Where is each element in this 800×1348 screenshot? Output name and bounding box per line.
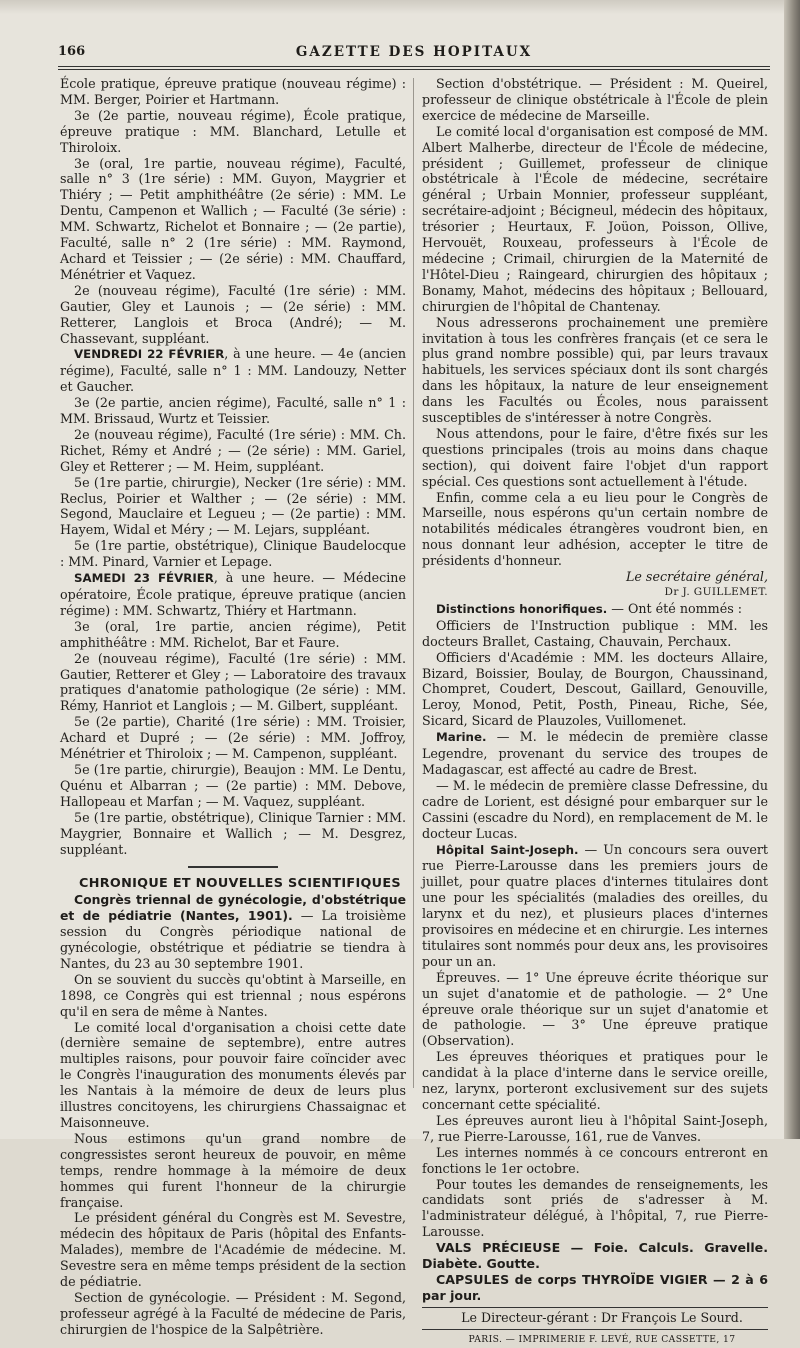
paragraph-text: On se souvient du succès qu'obtint à Marseille, en 1898, ce Congrès qui est triennal ; nous espérons qu'il en sera de même à Nantes. xyxy=(60,971,406,1019)
article-paragraph xyxy=(60,538,406,570)
advertisement: CAPSULES de corps THYROÏDE VIGIER — 2 à 6 par jour. xyxy=(422,1271,768,1303)
article-paragraph xyxy=(60,1210,406,1290)
article-paragraph xyxy=(60,156,406,283)
article-paragraph xyxy=(422,1145,768,1177)
article-paragraph xyxy=(60,810,406,858)
paragraph-heading: VENDREDI 22 FÉVRIER xyxy=(74,347,225,362)
article-paragraph xyxy=(60,475,406,539)
paragraph-text: Section de gynécologie. — Président : M. Segond, professeur agrégé à la Faculté de médecine de Paris, chirurgien de l'hospice de la Salpêtrière. xyxy=(60,1289,406,1337)
article-paragraph xyxy=(422,618,768,650)
article-paragraph xyxy=(422,650,768,730)
article-paragraph xyxy=(60,1131,406,1211)
paragraph-text: 5e (1re partie, chirurgie), Beaujon : MM. Le Dentu, Quénu et Albarran ; — (2e partie) : MM. Debove, Hallopeau et Marfan ; — M. Vaquez, suppléant. xyxy=(60,761,406,809)
binding-spine xyxy=(784,0,800,1139)
advertisement: VALS PRÉCIEUSE — Foie. Calculs. Gravelle. Diabète. Goutte. xyxy=(422,1240,768,1272)
paragraph-text: Officiers de l'Instruction publique : MM. les docteurs Brallet, Castaing, Chauvain, Perchaux. xyxy=(422,617,768,649)
article-paragraph xyxy=(60,283,406,347)
director-credit: Le Directeur-gérant : Dr François Le Sourd. xyxy=(461,1309,743,1325)
paragraph-heading: SAMEDI 23 FÉVRIER xyxy=(74,571,214,586)
paragraph-text: Le comité local d'organisation est composé de MM. Albert Malherbe, directeur de l'École de médecine, président ; Guillemet, professeur de clinique obstétricale à l'École de médecine, secrétaire général ; Urbain Monnier, professeur suppléant, secrétaire-adjoint ; Bécigneul, médecin des hôpitaux, trésorier ; Heurtaux, F. Joüon, Poisson, Ollive, Hervouët, Rouxeau, professeurs à l'École de médecine ; Crimail, chirurgien de la Maternité de l'Hôtel-Dieu ; Raingeard, chirurgien des hôpitaux ; Bonamy, Mahot, médecins des hôpitaux ; Bellouard, chirurgien de l'hôpital de Chantenay. xyxy=(422,123,768,314)
article-paragraph xyxy=(60,651,406,715)
paragraph-text: 3e (oral, 1re partie, nouveau régime), Faculté, salle n° 3 (1re série) : MM. Guyon, Maygrier et Thiéry ; — Petit amphithéâtre (2e série) : MM. Le Dentu, Campenon et Wallich ; — Faculté (3e série) : MM. Schwartz, Richelot et Bonnaire ; — (2e partie), Faculté, salle n° 2 (1re série) : MM. Raymond, Achard et Teissier ; — (2e série) : MM. Chauffard, Ménétrier et Vaquez. xyxy=(60,155,406,282)
article-paragraph xyxy=(422,315,768,426)
paragraph-heading: Congrès triennal de gynécologie, d'obstétrique et de pédiatrie (Nantes, 1901). xyxy=(60,892,406,924)
printer-imprint: PARIS. — IMPRIMERIE F. LEVÉ, RUE CASSETTE, 17 xyxy=(468,1333,736,1345)
article-paragraph xyxy=(60,108,406,156)
paragraph-heading: Distinctions honorifiques. xyxy=(436,601,608,616)
article-paragraph xyxy=(422,842,768,970)
article-paragraph xyxy=(60,619,406,651)
paragraph-text: Pour toutes les demandes de renseignements, les candidats sont priés de s'adresser à M. l'administrateur délégué, à l'hôpital, 7, rue Pierre-Larousse. xyxy=(422,1176,768,1240)
article-paragraph xyxy=(422,76,768,124)
paragraph-text: — Un concours sera ouvert rue Pierre-Larousse dans les premiers jours de juillet, pour quatre places d'internes titulaires dont une pour les spécialités (maladies des oreilles, du larynx et du nez), et plusieurs places d'internes provisoires en médecine et en chirurgie. Les internes titulaires sont nommés pour deux ans, les provisoires pour un an. xyxy=(422,841,769,969)
footer-rule xyxy=(422,1307,768,1308)
header-rule xyxy=(58,66,770,67)
article-paragraph xyxy=(60,570,406,619)
paragraph-text: Les internes nommés à ce concours entreront en fonctions le 1er octobre. xyxy=(422,1144,768,1176)
right-column xyxy=(422,76,768,1348)
signature-line: Dr J. GUILLEMET. xyxy=(664,586,768,598)
paragraph-text: 3e (2e partie, nouveau régime), École pratique, épreuve pratique : MM. Blanchard, Letulle et Thiroloix. xyxy=(60,107,406,155)
page-edge-shadow xyxy=(0,0,800,14)
article-paragraph xyxy=(60,346,406,395)
article-paragraph xyxy=(422,1177,768,1241)
article-paragraph xyxy=(422,601,768,618)
paragraph-text: Section d'obstétrique. — Président : M. Queirel, professeur de clinique obstétricale à l'École de plein exercice de médecine de Marseille. xyxy=(422,76,768,123)
footer-rule xyxy=(422,1329,768,1330)
article-paragraph xyxy=(60,1290,406,1338)
paragraph-text: Enfin, comme cela a eu lieu pour le Congrès de Marseille, nous espérons qu'un certain nombre de notabilités médicales étrangères voudront bien, en nous donnant leur adhésion, accepter le titre de présidents d'honneur. xyxy=(422,489,768,569)
article-paragraph xyxy=(422,1113,768,1145)
paragraph-text: Les épreuves auront lieu à l'hôpital Saint-Joseph, 7, rue Pierre-Larousse, 161, rue de Vanves. xyxy=(422,1112,768,1144)
section-heading: CHRONIQUE ET NOUVELLES SCIENTIFIQUES xyxy=(79,876,401,892)
article-paragraph xyxy=(60,1020,406,1131)
article-paragraph xyxy=(422,426,768,490)
article-paragraph xyxy=(60,892,406,972)
paragraph-text: 5e (1re partie, obstétrique), Clinique Tarnier : MM. Maygrier, Bonnaire et Wallich ; — M. Desgrez, suppléant. xyxy=(60,809,406,857)
article-paragraph xyxy=(60,76,406,108)
paragraph-text: Nous estimons qu'un grand nombre de congressistes seront heureux de pouvoir, en même temps, rendre hommage à la mémoire de deux hommes qui furent l'honneur de la chirurgie française. xyxy=(60,1130,406,1210)
paragraph-text: Nous adresserons prochainement une première invitation à tous les confrères français (et ce sera le plus grand nombre possible) qui, par leurs travaux habituels, les services spéciaux dont ils sont chargés dans les hôpitaux, la nature de leur enseignement dans les Facultés ou Écoles, nous paraissent susceptibles de s'intéresser à notre Congrès. xyxy=(422,314,768,426)
article-paragraph xyxy=(422,970,768,1050)
paragraph-text: Le président général du Congrès est M. Sevestre, médecin des hôpitaux de Paris (hôpital des Enfants-Malades), membre de l'Académie de médecine. M. Sevestre sera en même temps président de la section de pédiatrie. xyxy=(60,1210,406,1290)
paragraph-text: 5e (1re partie, chirurgie), Necker (1re série) : MM. Reclus, Poirier et Walther ; — (2e série) : MM. Segond, Mauclaire et Legueu ; — (2e partie) : MM. Hayem, Widal et Méry ; — M. Lejars, suppléant. xyxy=(60,474,406,538)
column-separator xyxy=(413,78,414,1088)
paragraph-text: 2e (nouveau régime), Faculté (1re série) : MM. Gautier, Retterer et Gley ; — Laboratoire des travaux pratiques d'anatomie pathologique (2e série) : MM. Rémy, Hanriot et Langlois ; — M. Gilbert, suppléant. xyxy=(60,650,406,714)
paragraph-text: 2e (nouveau régime), Faculté (1re série) : MM. Gautier, Gley et Launois ; — (2e série) : MM. Retterer, Langlois et Broca (André); — M. Chassevant, suppléant. xyxy=(60,282,406,346)
article-paragraph xyxy=(60,395,406,427)
paragraph-text: 5e (2e partie), Charité (1re série) : MM. Troisier, Achard et Dupré ; — (2e série) : MM. Joffroy, Ménétrier et Thiroloix ; — M. Campenon, suppléant. xyxy=(60,714,406,762)
section-divider xyxy=(188,866,278,868)
article-paragraph xyxy=(60,714,406,762)
article-paragraph xyxy=(60,762,406,810)
paragraph-text: — La troisième session du Congrès périodique national de gynécologie, obstétrique et pédiatrie se tiendra à Nantes, du 23 au 30 septembre 1901. xyxy=(60,908,406,971)
paragraph-heading: Hôpital Saint-Joseph. xyxy=(436,842,579,857)
article-paragraph xyxy=(422,490,768,570)
page-header xyxy=(58,44,770,64)
page-number: 166 xyxy=(58,44,86,59)
paragraph-text: 3e (oral, 1re partie, ancien régime), Petit amphithéâtre : MM. Richelot, Bar et Faure. xyxy=(60,618,406,650)
paragraph-text: Nous attendons, pour le faire, d'être fixés sur les questions principales (trois au moins dans chaque section), qui doivent faire l'objet d'un rapport spécial. Ces questions sont actuellement à l'étude. xyxy=(422,425,768,489)
paragraph-text: , à une heure. — Médecine opératoire, École pratique, épreuve pratique (ancien régime) : MM. Schwartz, Thiéry et Hartmann. xyxy=(60,570,406,618)
left-column xyxy=(60,76,406,1338)
paragraph-text: — M. le médecin de première classe Defressine, du cadre de Lorient, est désigné pour embarquer sur le Cassini (escadre du Nord), en remplacement de M. le docteur Lucas. xyxy=(422,777,768,841)
article-paragraph xyxy=(60,972,406,1020)
paragraph-text: 2e (nouveau régime), Faculté (1re série) : MM. Ch. Richet, Rémy et André ; — (2e série) : MM. Gariel, Gley et Retterer ; — M. Heim, suppléant. xyxy=(60,426,406,474)
article-paragraph xyxy=(422,778,768,842)
article-paragraph xyxy=(60,427,406,475)
article-paragraph xyxy=(422,124,768,315)
paragraph-text: École pratique, épreuve pratique (nouveau régime) : MM. Berger, Poirier et Hartmann. xyxy=(60,76,406,107)
paragraph-text: Épreuves. — 1° Une épreuve écrite théorique sur un sujet d'anatomie et de pathologie. — 2° Une épreuve orale théorique sur un sujet d'anatomie et de pathologie. — 3° Une épreuve pratique (Observation). xyxy=(422,969,768,1049)
paragraph-text: Les épreuves théoriques et pratiques pour le candidat à la place d'interne dans le service oreille, nez, larynx, porteront exclusivement sur des sujets concernant cette spécialité. xyxy=(422,1049,768,1112)
header-rule-double xyxy=(58,69,770,70)
article-paragraph xyxy=(422,729,768,778)
paragraph-text: 3e (2e partie, ancien régime), Faculté, salle n° 1 : MM. Brissaud, Wurtz et Teissier. xyxy=(60,395,406,427)
paragraph-text: 5e (1re partie, obstétrique), Clinique Baudelocque : MM. Pinard, Varnier et Lepage. xyxy=(60,538,406,570)
journal-title: GAZETTE DES HOPITAUX xyxy=(295,44,533,60)
paragraph-text: Officiers d'Académie : MM. les docteurs Allaire, Bizard, Boissier, Boulay, de Bourgon, Chaussinand, Chompret, Coudert, Descout, Gaillard, Genouville, Leroy, Monod, Petit, Posth, Pineau, Riche, Sée, Sicard, Sicard de Plauzoles, Vuillomenet. xyxy=(422,649,768,729)
paragraph-text: — M. le médecin de première classe Legendre, provenant du service des troupes de Madagascar, est affecté au cadre de Brest. xyxy=(422,729,768,777)
signature-line: Le secrétaire général, xyxy=(625,569,768,585)
paragraph-heading: Marine. xyxy=(436,730,487,745)
article-paragraph xyxy=(422,1049,768,1113)
paragraph-text: Le comité local d'organisation a choisi cette date (dernière semaine de septembre), entre autres multiples raisons, pour pouvoir faire coïncider avec le Congrès l'inauguration des monuments élevés par les Nantais à la mémoire de deux de leurs plus illustres concitoyens, les chirurgiens Chassaignac et Maisonneuve. xyxy=(60,1019,406,1130)
paragraph-text: , à une heure. — 4e (ancien régime), Faculté, salle n° 1 : MM. Landouzy, Netter et Gaucher. xyxy=(60,346,406,395)
paragraph-text: — Ont été nommés : xyxy=(607,600,743,616)
